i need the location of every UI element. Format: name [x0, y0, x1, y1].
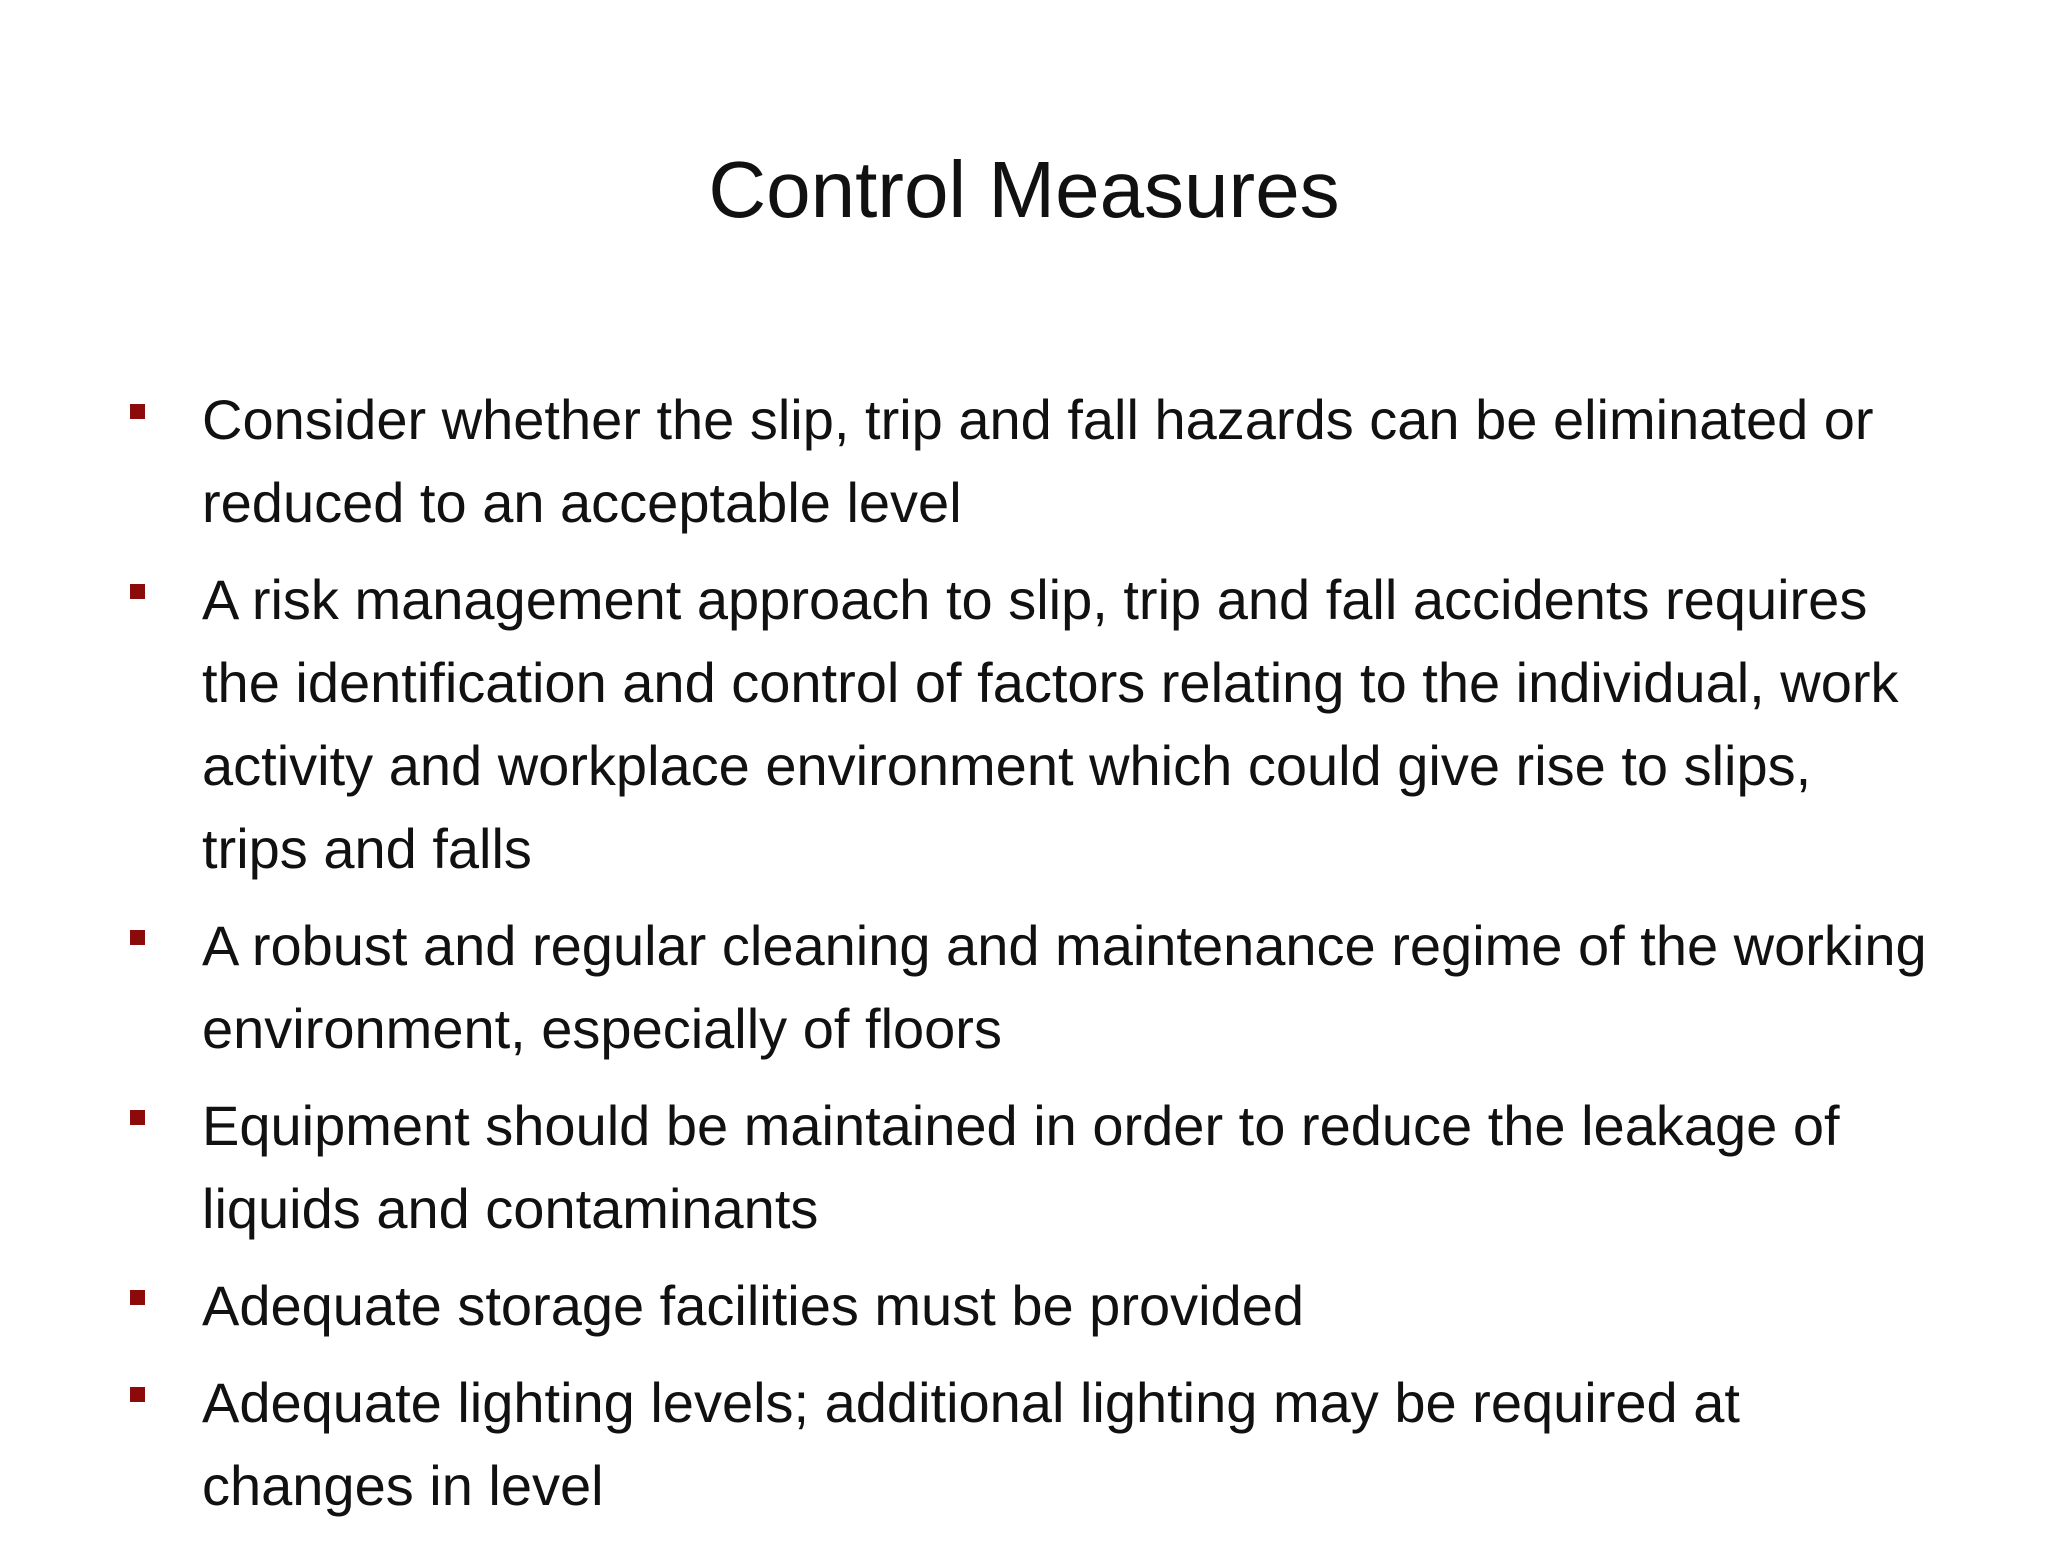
square-bullet-icon	[130, 1387, 145, 1402]
bullet-text: A risk management approach to slip, trip and fall accidents requires the identification and control of factors relating to the individual, work activity and workplace environment which could give rise to slips, trips and falls	[202, 568, 1899, 880]
bullet-item	[128, 1361, 1928, 1527]
bullet-item	[128, 904, 1928, 1070]
bullet-item	[128, 558, 1928, 890]
square-bullet-icon	[130, 1110, 145, 1125]
square-bullet-icon	[130, 1290, 145, 1305]
bullet-text: Equipment should be maintained in order to reduce the leakage of liquids and contaminants	[202, 1094, 1840, 1240]
bullet-list	[128, 378, 1928, 1541]
bullet-text: Adequate lighting levels; additional lighting may be required at changes in level	[202, 1371, 1740, 1517]
bullet-item	[128, 1264, 1928, 1347]
bullet-item	[128, 378, 1928, 544]
bullet-item	[128, 1084, 1928, 1250]
square-bullet-icon	[130, 930, 145, 945]
bullet-text: Consider whether the slip, trip and fall hazards can be eliminated or reduced to an acceptable level	[202, 388, 1874, 534]
square-bullet-icon	[130, 404, 145, 419]
bullet-text: Adequate storage facilities must be provided	[202, 1274, 1304, 1337]
square-bullet-icon	[130, 584, 145, 599]
slide-title: Control Measures	[708, 145, 1340, 234]
bullet-text: A robust and regular cleaning and maintenance regime of the working environment, especially of floors	[202, 914, 1927, 1060]
